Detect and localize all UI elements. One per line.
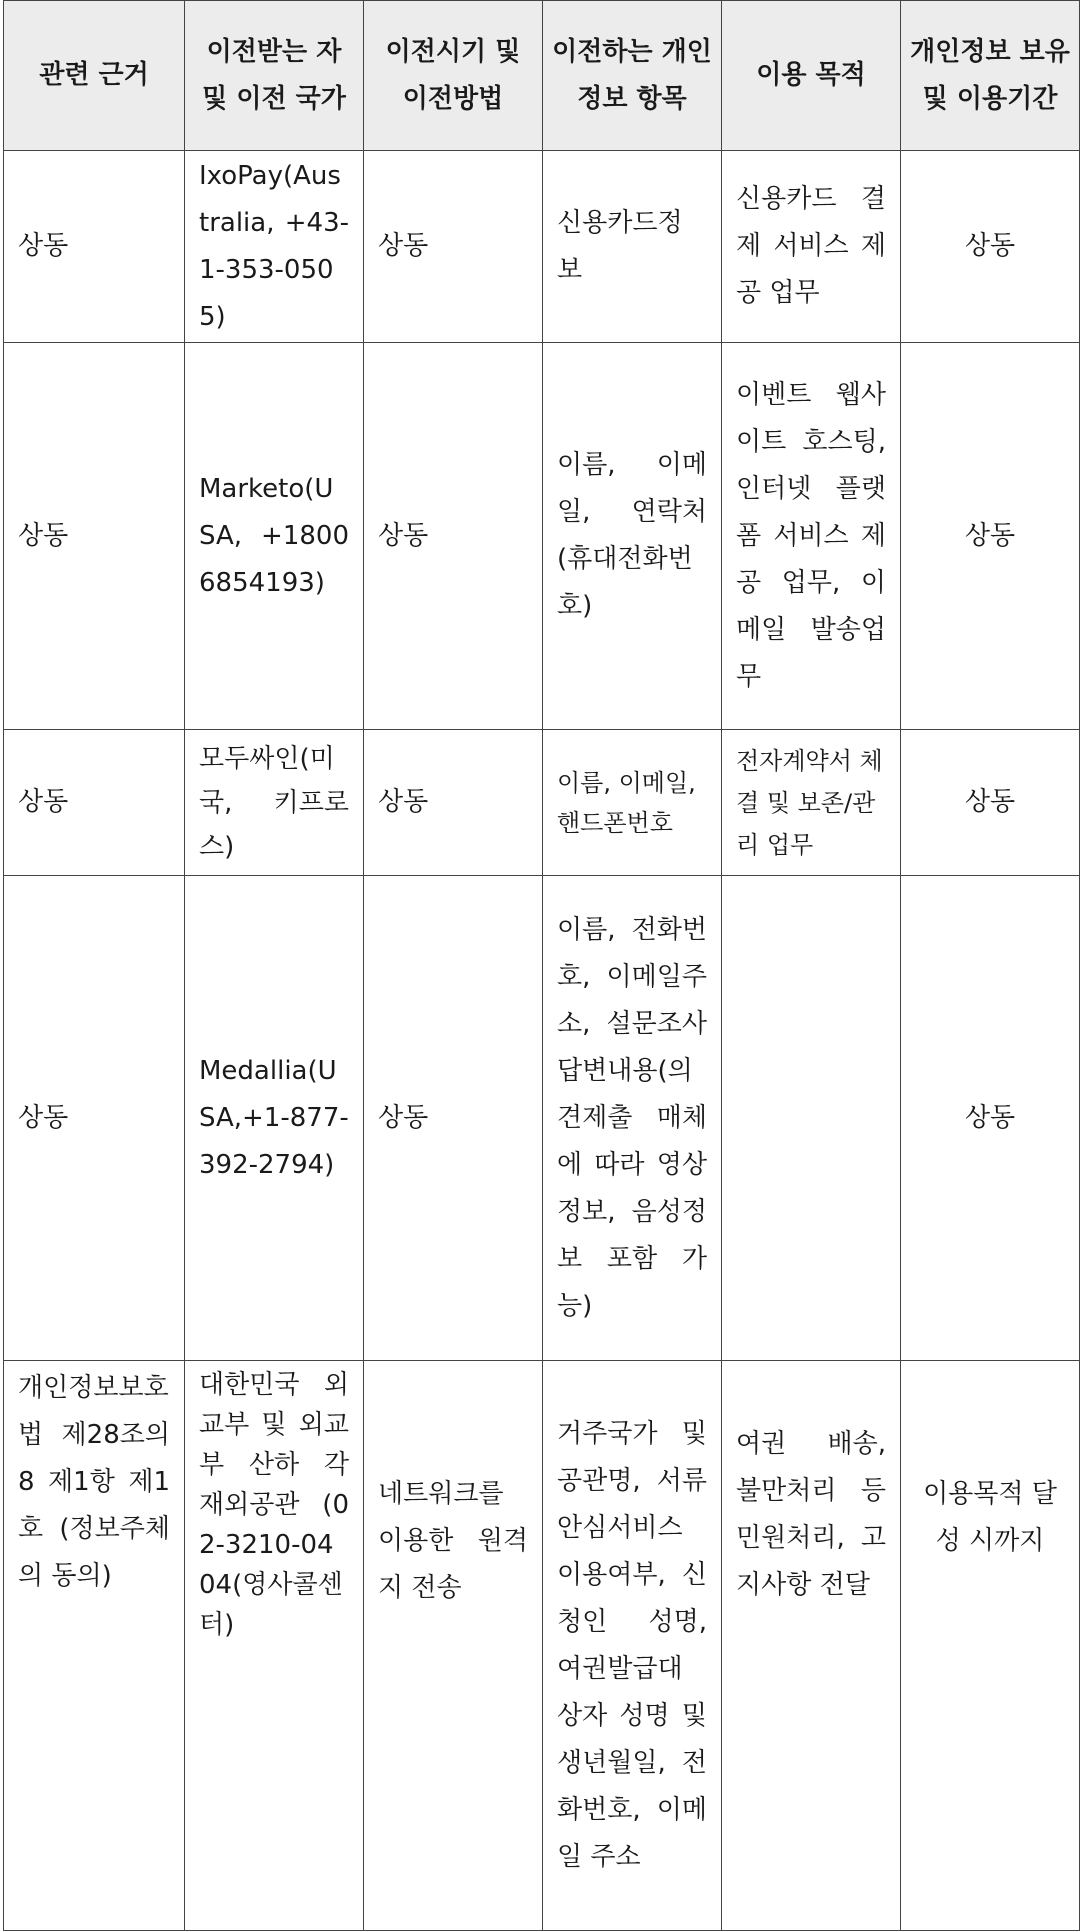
cell-timing-method: 네트워크를 이용한 원격지 전송 xyxy=(364,1361,543,1931)
cell-retention: 상동 xyxy=(901,343,1080,730)
cell-purpose: 신용카드 결제 서비스 제공 업무 xyxy=(722,151,901,343)
cell-basis: 개인정보보호법 제28조의8 제1항 제1호 (정보주체의 동의) xyxy=(4,1361,185,1931)
cell-transferred-items: 거주국가 및 공관명, 서류안심서비스 이용여부, 신청인 성명, 여권발급대상자 성명 및 생년월일, 전화번호, 이메일 주소 xyxy=(543,1361,722,1931)
cell-recipient: Marketo(USA, +18006854193) xyxy=(185,343,364,730)
header-transferred-items: 이전하는 개인정보 항목 xyxy=(543,1,722,151)
header-retention: 개인정보 보유 및 이용기간 xyxy=(901,1,1080,151)
cell-basis: 상동 xyxy=(4,876,185,1361)
cell-timing-method: 상동 xyxy=(364,876,543,1361)
cell-retention: 상동 xyxy=(901,876,1080,1361)
cell-purpose: 이벤트 웹사이트 호스팅, 인터넷 플랫폼 서비스 제공 업무, 이메일 발송업무 xyxy=(722,343,901,730)
cell-transferred-items: 이름, 이메일, 연락처(휴대전화번호) xyxy=(543,343,722,730)
table-row xyxy=(4,730,1080,876)
cell-retention: 상동 xyxy=(901,730,1080,876)
cell-timing-method: 상동 xyxy=(364,151,543,343)
cell-recipient: Medallia(USA,+1-877-392-2794) xyxy=(185,876,364,1361)
cell-purpose: 여권 배송, 불만처리 등 민원처리, 고지사항 전달 xyxy=(722,1361,901,1931)
header-recipient: 이전받는 자 및 이전 국가 xyxy=(185,1,364,151)
table-row xyxy=(4,151,1080,343)
cell-purpose: 전자계약서 체결 및 보존/관리 업무 xyxy=(722,730,901,876)
header-basis: 관련 근거 xyxy=(4,1,185,151)
cell-timing-method: 상동 xyxy=(364,730,543,876)
cell-timing-method: 상동 xyxy=(364,343,543,730)
cell-transferred-items: 신용카드정보 xyxy=(543,151,722,343)
cell-basis: 상동 xyxy=(4,151,185,343)
cell-purpose xyxy=(722,876,901,1361)
table-header-row xyxy=(4,1,1080,151)
cell-recipient: 대한민국 외교부 및 외교부 산하 각 재외공관 (02-3210-0404(영사콜센터) xyxy=(185,1361,364,1931)
cell-recipient: IxoPay(Australia, +43-1-353-0505) xyxy=(185,151,364,343)
cell-retention: 상동 xyxy=(901,151,1080,343)
overseas-transfer-table xyxy=(3,0,1080,1931)
cell-basis: 상동 xyxy=(4,343,185,730)
header-timing-method: 이전시기 및 이전방법 xyxy=(364,1,543,151)
table-row xyxy=(4,1361,1080,1931)
header-purpose: 이용 목적 xyxy=(722,1,901,151)
cell-transferred-items: 이름, 전화번호, 이메일주소, 설문조사 답변내용(의견제출 매체에 따라 영상정보, 음성정보 포함 가능) xyxy=(543,876,722,1361)
cell-transferred-items: 이름, 이메일, 핸드폰번호 xyxy=(543,730,722,876)
table-row xyxy=(4,876,1080,1361)
table-row xyxy=(4,343,1080,730)
cell-basis: 상동 xyxy=(4,730,185,876)
cell-recipient: 모두싸인(미국, 키프로스) xyxy=(185,730,364,876)
cell-retention: 이용목적 달성 시까지 xyxy=(901,1361,1080,1931)
